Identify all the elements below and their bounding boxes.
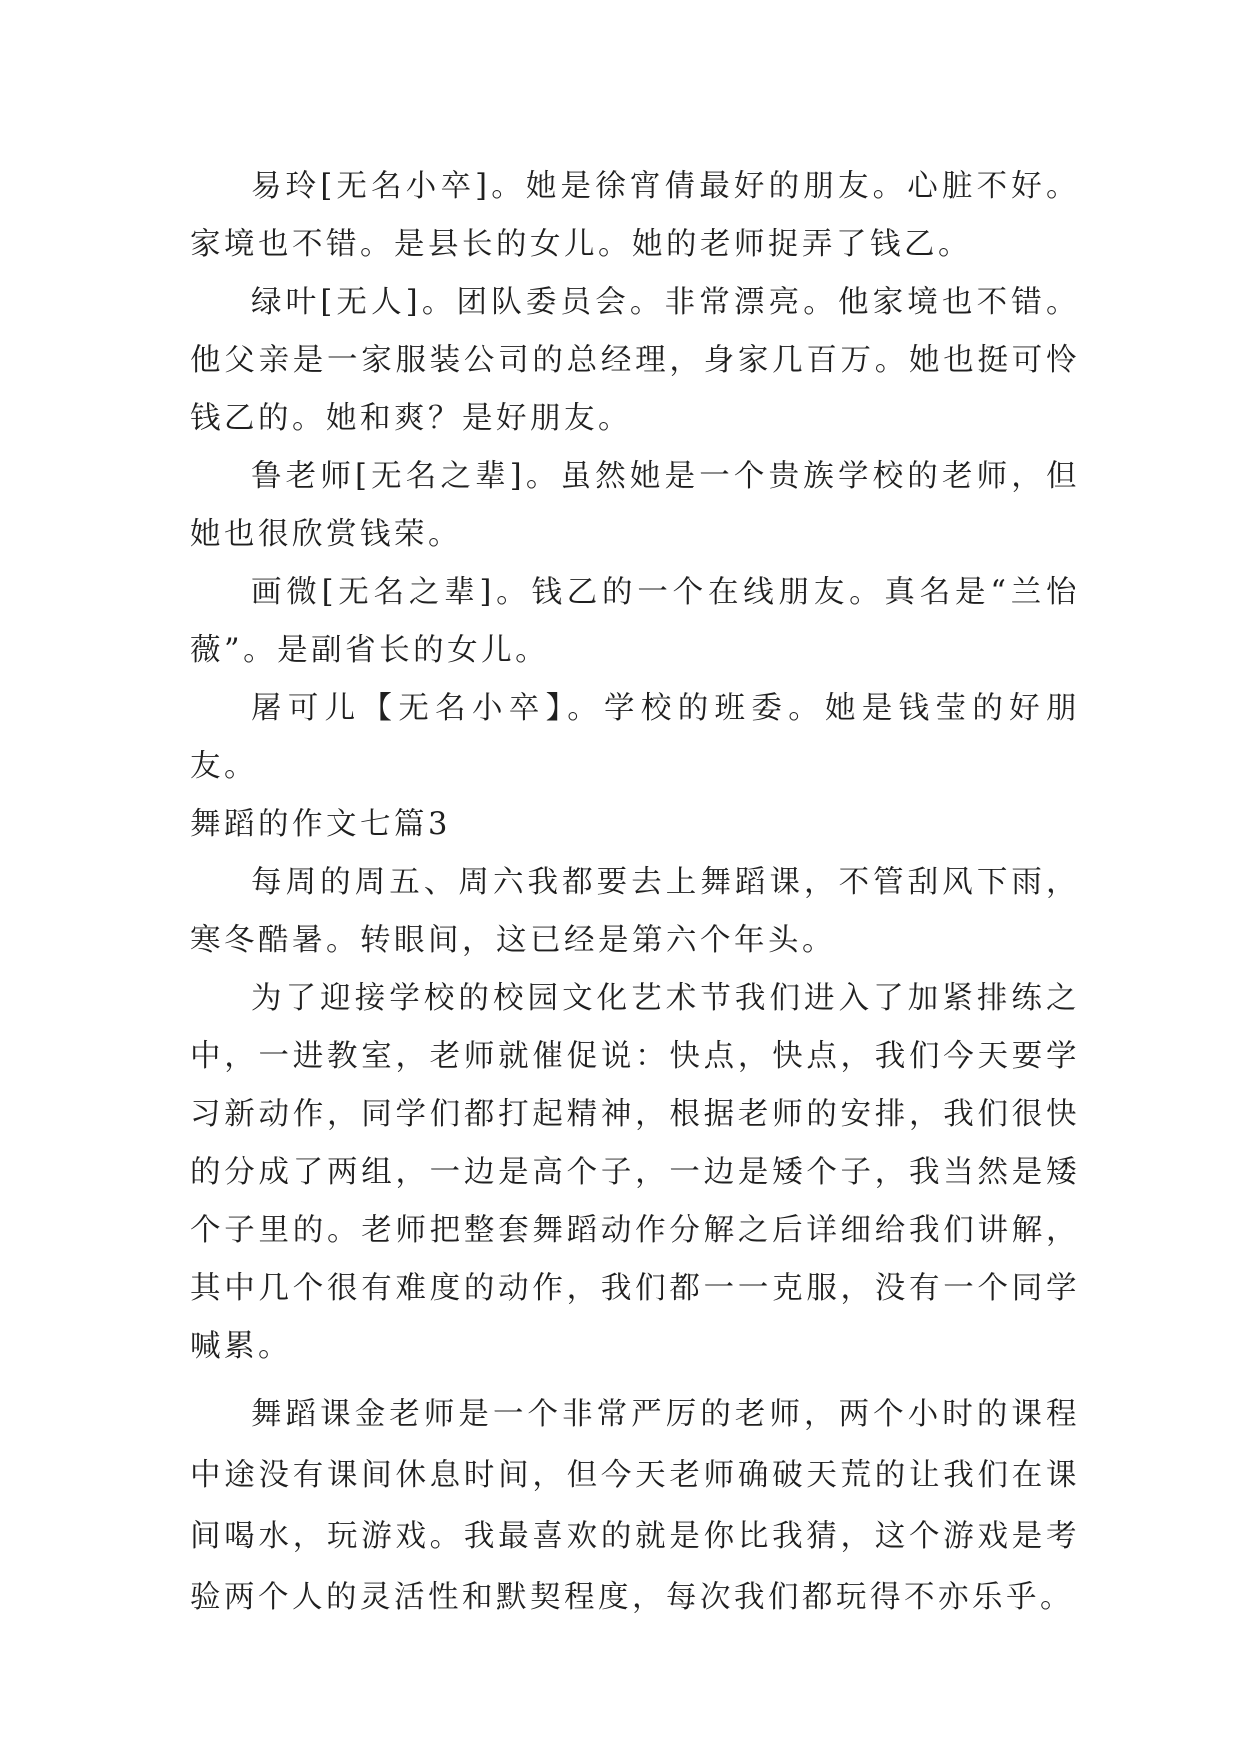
paragraph-hua-wei: 画微[无名之辈]。钱乙的一个在线朋友。真名是“兰怡薇”。是副省长的女儿。	[190, 575, 1080, 668]
paragraph-lu-teacher: 鲁老师[无名之辈]。虽然她是一个贵族学校的老师，但她也很欣赏钱荣。	[190, 459, 1080, 552]
section-heading: 舞蹈的作文七篇3	[190, 807, 451, 842]
document-body	[190, 158, 1080, 1628]
paragraph-teacher-jin: 舞蹈课金老师是一个非常严厉的老师，两个小时的课程中途没有课间休息时间，但今天老师确破天荒的让我们在课间喝水，玩游戏。我最喜欢的就是你比我猜，这个游戏是考验两个人的灵活性和默契程度，每次我们都玩得不亦乐乎。	[190, 1397, 1080, 1615]
paragraph-rehearsal: 为了迎接学校的校园文化艺术节我们进入了加紧排练之中，一进教室，老师就催促说：快点，快点，我们今天要学习新动作，同学们都打起精神，根据老师的安排，我们很快的分成了两组，一边是高个子，一边是矮个子，我当然是矮个子里的。老师把整套舞蹈动作分解之后详细给我们讲解，其中几个很有难度的动作，我们都一一克服，没有一个同学喊累。	[190, 981, 1080, 1364]
paragraph-spacer	[190, 1376, 1080, 1384]
paragraph-tu-ke-er: 屠可儿【无名小卒】。学校的班委。她是钱莹的好朋友。	[190, 691, 1080, 784]
paragraph-yi-ling: 易玲[无名小卒]。她是徐宵倩最好的朋友。心脏不好。家境也不错。是县长的女儿。她的老师捉弄了钱乙。	[190, 169, 1080, 262]
paragraph-weekly-class: 每周的周五、周六我都要去上舞蹈课，不管刮风下雨，寒冬酷暑。转眼间，这已经是第六个年头。	[190, 865, 1080, 958]
paragraph-lv-ye: 绿叶[无人]。团队委员会。非常漂亮。他家境也不错。他父亲是一家服装公司的总经理，身家几百万。她也挺可怜钱乙的。她和爽？是好朋友。	[190, 285, 1080, 436]
